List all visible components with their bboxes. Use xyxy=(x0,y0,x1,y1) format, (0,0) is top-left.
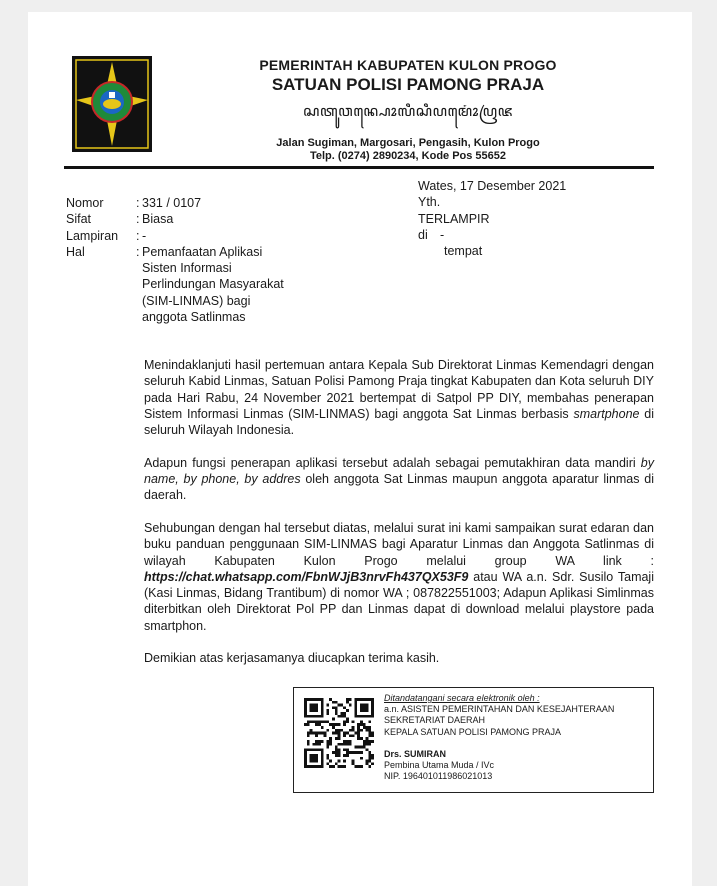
meta-lampiran: Lampiran : - xyxy=(66,228,147,243)
body-paragraph-1: Menindaklanjuti hasil pertemuan antara Kepala Sub Direktorat Linmas Kemendagri dengan seluruh Kabid Linmas, Satuan Polisi Pamong Praja tingkat Kabupaten dan Kota seluruh DIY pada Hari Rabu, 24 November 2021 bertempat di Satpol PP DIY, membahas penerapan Sistem Informasi Linmas (SIM-LINMAS) bagi anggota Sat Linmas berbasis smartphone di seluruh Wilayah Indonesia. xyxy=(144,358,655,438)
meta-sifat: Sifat : Biasa xyxy=(66,212,174,227)
signature-line-1: a.n. ASISTEN PEMERINTAHAN DAN KESEJAHTERAAN xyxy=(384,704,615,715)
signer-name: Drs. SUMIRAN xyxy=(384,748,447,759)
signature-signed-by: Ditandatangani secara elektronik oleh : xyxy=(384,693,540,703)
hal-line: Pemanfaatan Aplikasi xyxy=(142,244,263,259)
hal-line: (SIM-LINMAS) bagi xyxy=(142,293,251,308)
recipient-to: TERLAMPIR xyxy=(418,211,490,226)
letter-date: Wates, 17 Desember 2021 xyxy=(418,179,567,193)
letterhead-phone: Telp. (0274) 2890234, Kode Pos 55652 xyxy=(309,150,507,162)
signature-line-3: KEPALA SATUAN POLISI PAMONG PRAJA xyxy=(384,726,562,737)
body-paragraph-2: Adapun fungsi penerapan aplikasi tersebut adalah sebagai pemutakhiran data mandiri by name, by phone, by addres oleh anggota Sat Linmas maupun anggota aparatur linmas di daerah. xyxy=(144,455,654,503)
signer-rank: Pembina Utama Muda / IVc xyxy=(384,760,495,771)
hal-line: anggota Satlinmas xyxy=(142,310,246,325)
hal-line: Perlindungan Masyarakat xyxy=(142,277,284,292)
letterhead-javanese-script: ꦱꦠꦸꦮꦤ꧀ꦥꦺꦴꦭꦶꦱꦶꦥꦩꦺꦴꦁꦥꦿꦗ xyxy=(303,102,513,120)
letter-body xyxy=(144,357,654,683)
kulon-progo-emblem-icon xyxy=(72,56,152,152)
letterhead-agency: SATUAN POLISI PAMONG PRAJA xyxy=(271,75,545,94)
letterhead-address: Jalan Sugiman, Margosari, Pengasih, Kulon Progo xyxy=(276,137,540,149)
electronic-signature-box xyxy=(293,687,654,793)
recipient-place: tempat xyxy=(444,244,483,259)
meta-hal: Hal : Pemanfaatan Aplikasi Sisten Informasi Perlindungan Masyarakat (SIM-LINMAS) bagi anggota Satlinmas xyxy=(66,244,302,325)
signer-nip: NIP. 196401011986021013 xyxy=(384,771,493,782)
letter-page xyxy=(28,12,692,886)
recipient-di: di - xyxy=(418,227,445,242)
whatsapp-group-link[interactable]: https://chat.whatsapp.com/FbnWJjB3nrvFh437QX53F9 xyxy=(144,569,469,584)
letterhead-government: PEMERINTAH KABUPATEN KULON PROGO xyxy=(259,57,557,73)
letterhead xyxy=(208,56,608,162)
meta-nomor: Nomor : 331 / 0107 xyxy=(66,196,202,210)
letter-meta xyxy=(66,195,302,325)
recipient-block xyxy=(418,178,566,259)
signature-line-2: SEKRETARIAT DAERAH xyxy=(384,715,486,726)
qr-code-icon xyxy=(304,698,374,768)
letterhead-divider xyxy=(64,166,654,169)
body-paragraph-3: Sehubungan dengan hal tersebut diatas, melalui surat ini kami sampaikan surat edaran dan buku panduan penggunaan SIM-LINMAS bagi Aparatur Linmas dan Anggota Satlinmas di wilayah Kabupaten Kulon Progo melalui group WA link : https://chat.whatsapp.com/FbnWJjB3nrvFh437QX53F9 atau WA a.n. Sdr. Susilo Tamaji (Kasi Linmas, Bidang Trantibum) di nomor WA ; 087822551003; Adapun Aplikasi Simlinmas diterbitkan oleh Direktorat Pol PP dan Linmas dapat di download melalui playstore pada smartphon. xyxy=(144,520,654,633)
body-paragraph-4: Demikian atas kerjasamanya diucapkan terima kasih. xyxy=(144,651,440,666)
signature-text xyxy=(384,693,646,782)
hal-line: Sisten Informasi xyxy=(142,261,232,276)
recipient-yth: Yth. xyxy=(418,195,441,210)
